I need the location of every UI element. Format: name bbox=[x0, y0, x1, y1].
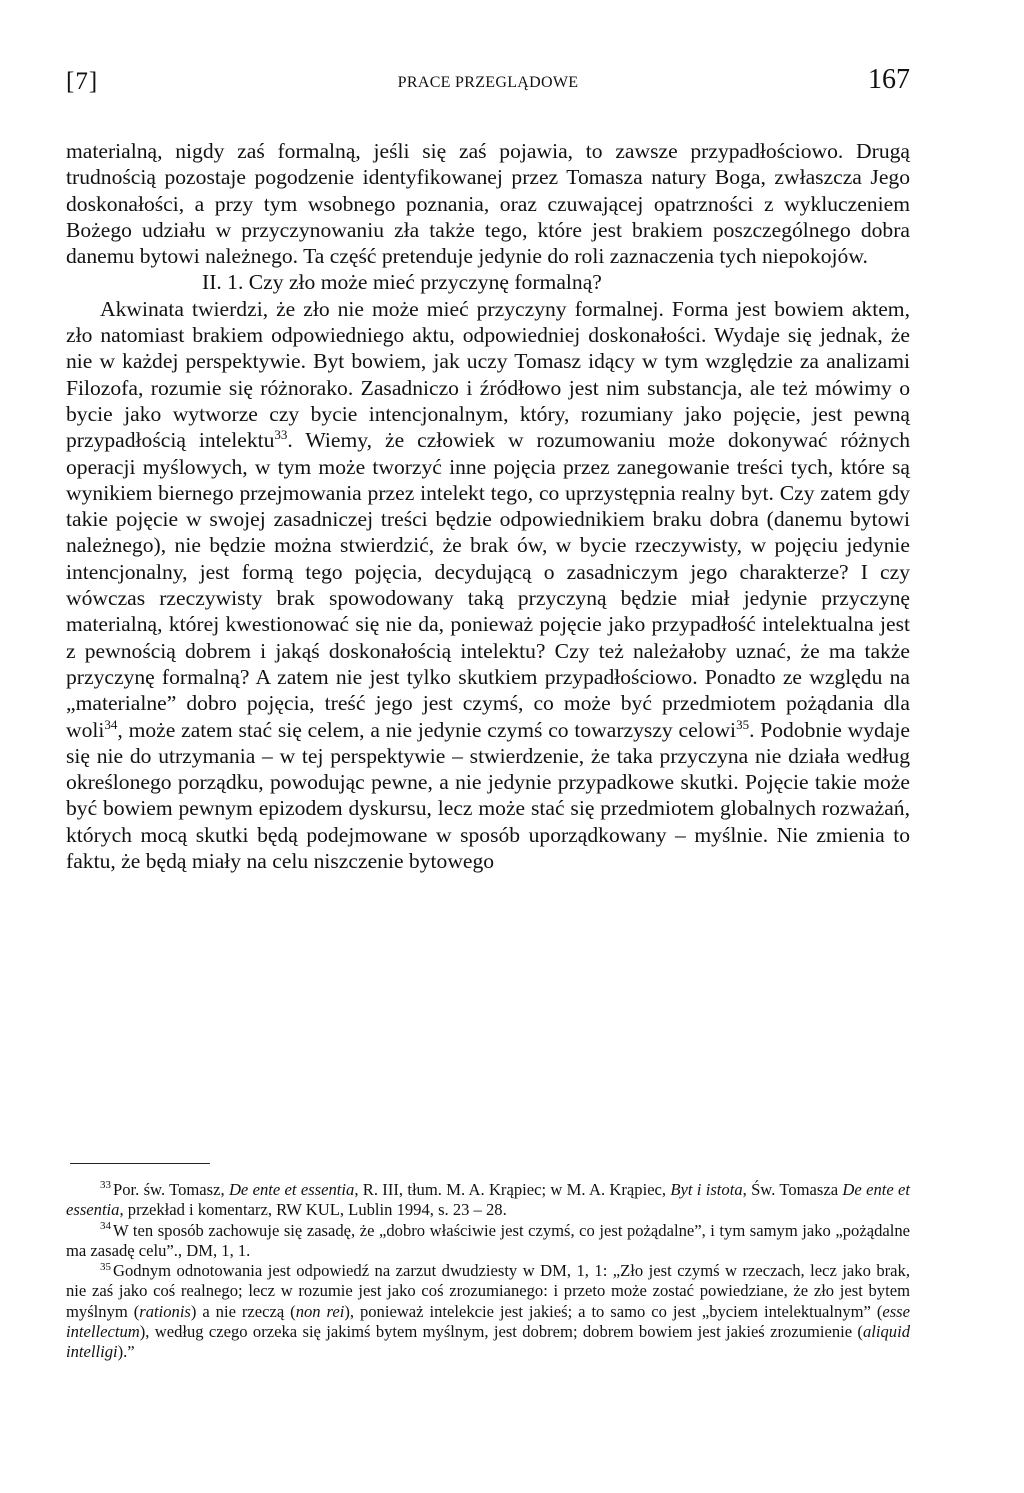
footnote-term: rationis bbox=[139, 1301, 191, 1321]
footnote-34 bbox=[66, 1221, 910, 1262]
footnote-ref-35[interactable]: 35 bbox=[736, 716, 750, 732]
footnote-title: Byt i istota bbox=[670, 1180, 743, 1199]
footnote-term: aliquid intelligi bbox=[66, 1322, 910, 1362]
footnote-term: non rei bbox=[295, 1301, 345, 1321]
section-heading: II. 1. Czy zło może mieć przyczynę formalną? bbox=[202, 270, 602, 295]
footnote-text: Por. św. Tomasz, bbox=[113, 1180, 229, 1199]
paragraph-text: . Wiemy, że człowiek w rozumowaniu może dokonywać różnych operacji myślowych, w tym może tworzyć inne pojęcia przez zanegowanie treści tych, które są wynikiem biernego przejmowania przez intelekt tego, co uprzystępnia realny byt. Czy zatem gdy takie pojęcie w swojej zasadniczej treści będzie odpowiednikiem braku dobra (danemu bytowi należnego), nie będzie można stwierdzić, że brak ów, w bycie rzeczywisty, w pojęciu jedynie intencjonalny, jest formą tego pojęcia, decydującą o zasadniczym jego charakterze? I czy wówczas rzeczywisty brak spowodowany taką przyczyną będzie miał jedynie przyczynę materialną, której kwestionować się nie da, ponieważ pojęcie jako przypadłość intelektualna jest z pewnością dobrem i jakąś doskonałością intelektu? Czy też należałoby uznać, że ma także przyczynę formalną? A zatem nie jest tylko skutkiem przypadłościowo. Ponadto ze względu na „materialne” dobro pojęcia, treść jego jest czymś, co może być przedmiotem pożądania dla woli bbox=[66, 428, 910, 742]
paragraph-text: Akwinata twierdzi, że zło nie może mieć przyczyny formalnej. Forma jest bowiem aktem, zło natomiast brakiem odpowiedniego aktu, odpowiedniej doskonałości. Wydaje się jednak, że nie w każdej perspektywie. Byt bowiem, jak uczy Tomasz idący w tym względzie za analizami Filozofa, rozumie się różnorako. Zasadniczo i źródłowo jest nim substancja, ale też mówimy o bycie jako wytworze czy bycie intencjonalnym, który, rozumiany jako pojęcie, jest pewną przypadłością intelektu bbox=[66, 296, 910, 453]
paragraph-text: , może zatem stać się celem, a nie jedynie czymś co towarzyszy celowi bbox=[117, 717, 737, 742]
footnote-text: Godnym odnotowania jest odpowiedź na zarzut dwudziesty w DM, 1, 1: „Zło jest czymś w rzeczach, lecz jako brak, nie zaś jako coś realnego; lecz w rozumie jest jako coś zrozumianego: i przeto może zostać powiedziane, że zło jest bytem myślnym ( bbox=[66, 1261, 910, 1321]
footnote-title: De ente et essentia bbox=[228, 1180, 355, 1199]
footnote-text: , R. III, tłum. M. A. Krąpiec; w M. A. Krąpiec, bbox=[354, 1180, 671, 1199]
footnotes bbox=[66, 1180, 910, 1363]
footnote-ref-34[interactable]: 34 bbox=[104, 716, 118, 732]
footnote-text: ), ponieważ intelekcie jest jakieś; a to samo co jest „byciem intelektualnym” ( bbox=[344, 1301, 883, 1321]
footnote-text: , Św. Tomasza bbox=[742, 1180, 843, 1199]
body-text bbox=[66, 138, 910, 874]
footnote-text: , przekład i komentarz, RW KUL, Lublin 1994, s. 23 – 28. bbox=[119, 1200, 507, 1220]
footnote-text: ) a nie rzeczą ( bbox=[190, 1301, 296, 1321]
paragraph-text: . Podobnie wydaje się nie do utrzymania – w tej perspektywie – stwierdzenie, że taka przyczyna nie działa według określonego porządku, powodując pewne, a nie jedynie przypadkowe skutki. Pojęcie takie może być bowiem pewnym epizodem dyskursu, lecz może stać się przedmiotem globalnych rozważań, których mocą skutki będą podejmowane w sposób uporządkowany – myślnie. Nie zmienia to faktu, że będą miały na celu niszczenie bytowego bbox=[66, 717, 910, 874]
page-number: 167 bbox=[868, 64, 910, 95]
section-number: [7] bbox=[66, 68, 99, 95]
footnote-number: 35 bbox=[100, 1260, 111, 1273]
running-header bbox=[66, 62, 910, 102]
footnote-number: 34 bbox=[100, 1220, 111, 1233]
running-title: PRACE PRZEGLĄDOWE bbox=[397, 74, 579, 91]
paragraph bbox=[66, 296, 910, 875]
footnote-text: W ten sposób zachowuje się zasadę, że „dobro właściwie jest czymś, co jest pożądalne”, i tym samym jako „pożądalne ma zasadę celu”., DM, 1, 1. bbox=[66, 1220, 910, 1260]
footnote-separator bbox=[70, 1163, 210, 1164]
footnote-ref-33[interactable]: 33 bbox=[274, 427, 288, 443]
paragraph: materialną, nigdy zaś formalną, jeśli się zaś pojawia, to zawsze przypadłościowo. Drugą trudnością pozostaje pogodzenie identyfikowanej przez Tomasza natury Boga, zwłaszcza Jego doskonałości, a przy tym wsobnego poznania, oraz czuwającej opatrzności z wykluczeniem Bożego udziału w przyczynowaniu zła także tego, które jest brakiem poszczególnego dobra danemu bytowi należnego. Ta część pretenduje jedynie do roli zaznaczenia tych niepokojów. bbox=[66, 139, 910, 269]
footnote-title: De ente et essentia bbox=[66, 1180, 911, 1220]
footnote-35 bbox=[66, 1261, 910, 1362]
footnote-term: esse intellectum bbox=[66, 1301, 911, 1342]
page bbox=[66, 0, 910, 1493]
footnote-text: ).” bbox=[117, 1342, 135, 1362]
footnote-number: 33 bbox=[100, 1179, 111, 1192]
footnote-text: ), według czego orzeka się jakimś bytem myślnym, jest dobrem; dobrem bowiem jest jakieś zrozumienie ( bbox=[139, 1322, 863, 1342]
footnote-33 bbox=[66, 1180, 910, 1221]
